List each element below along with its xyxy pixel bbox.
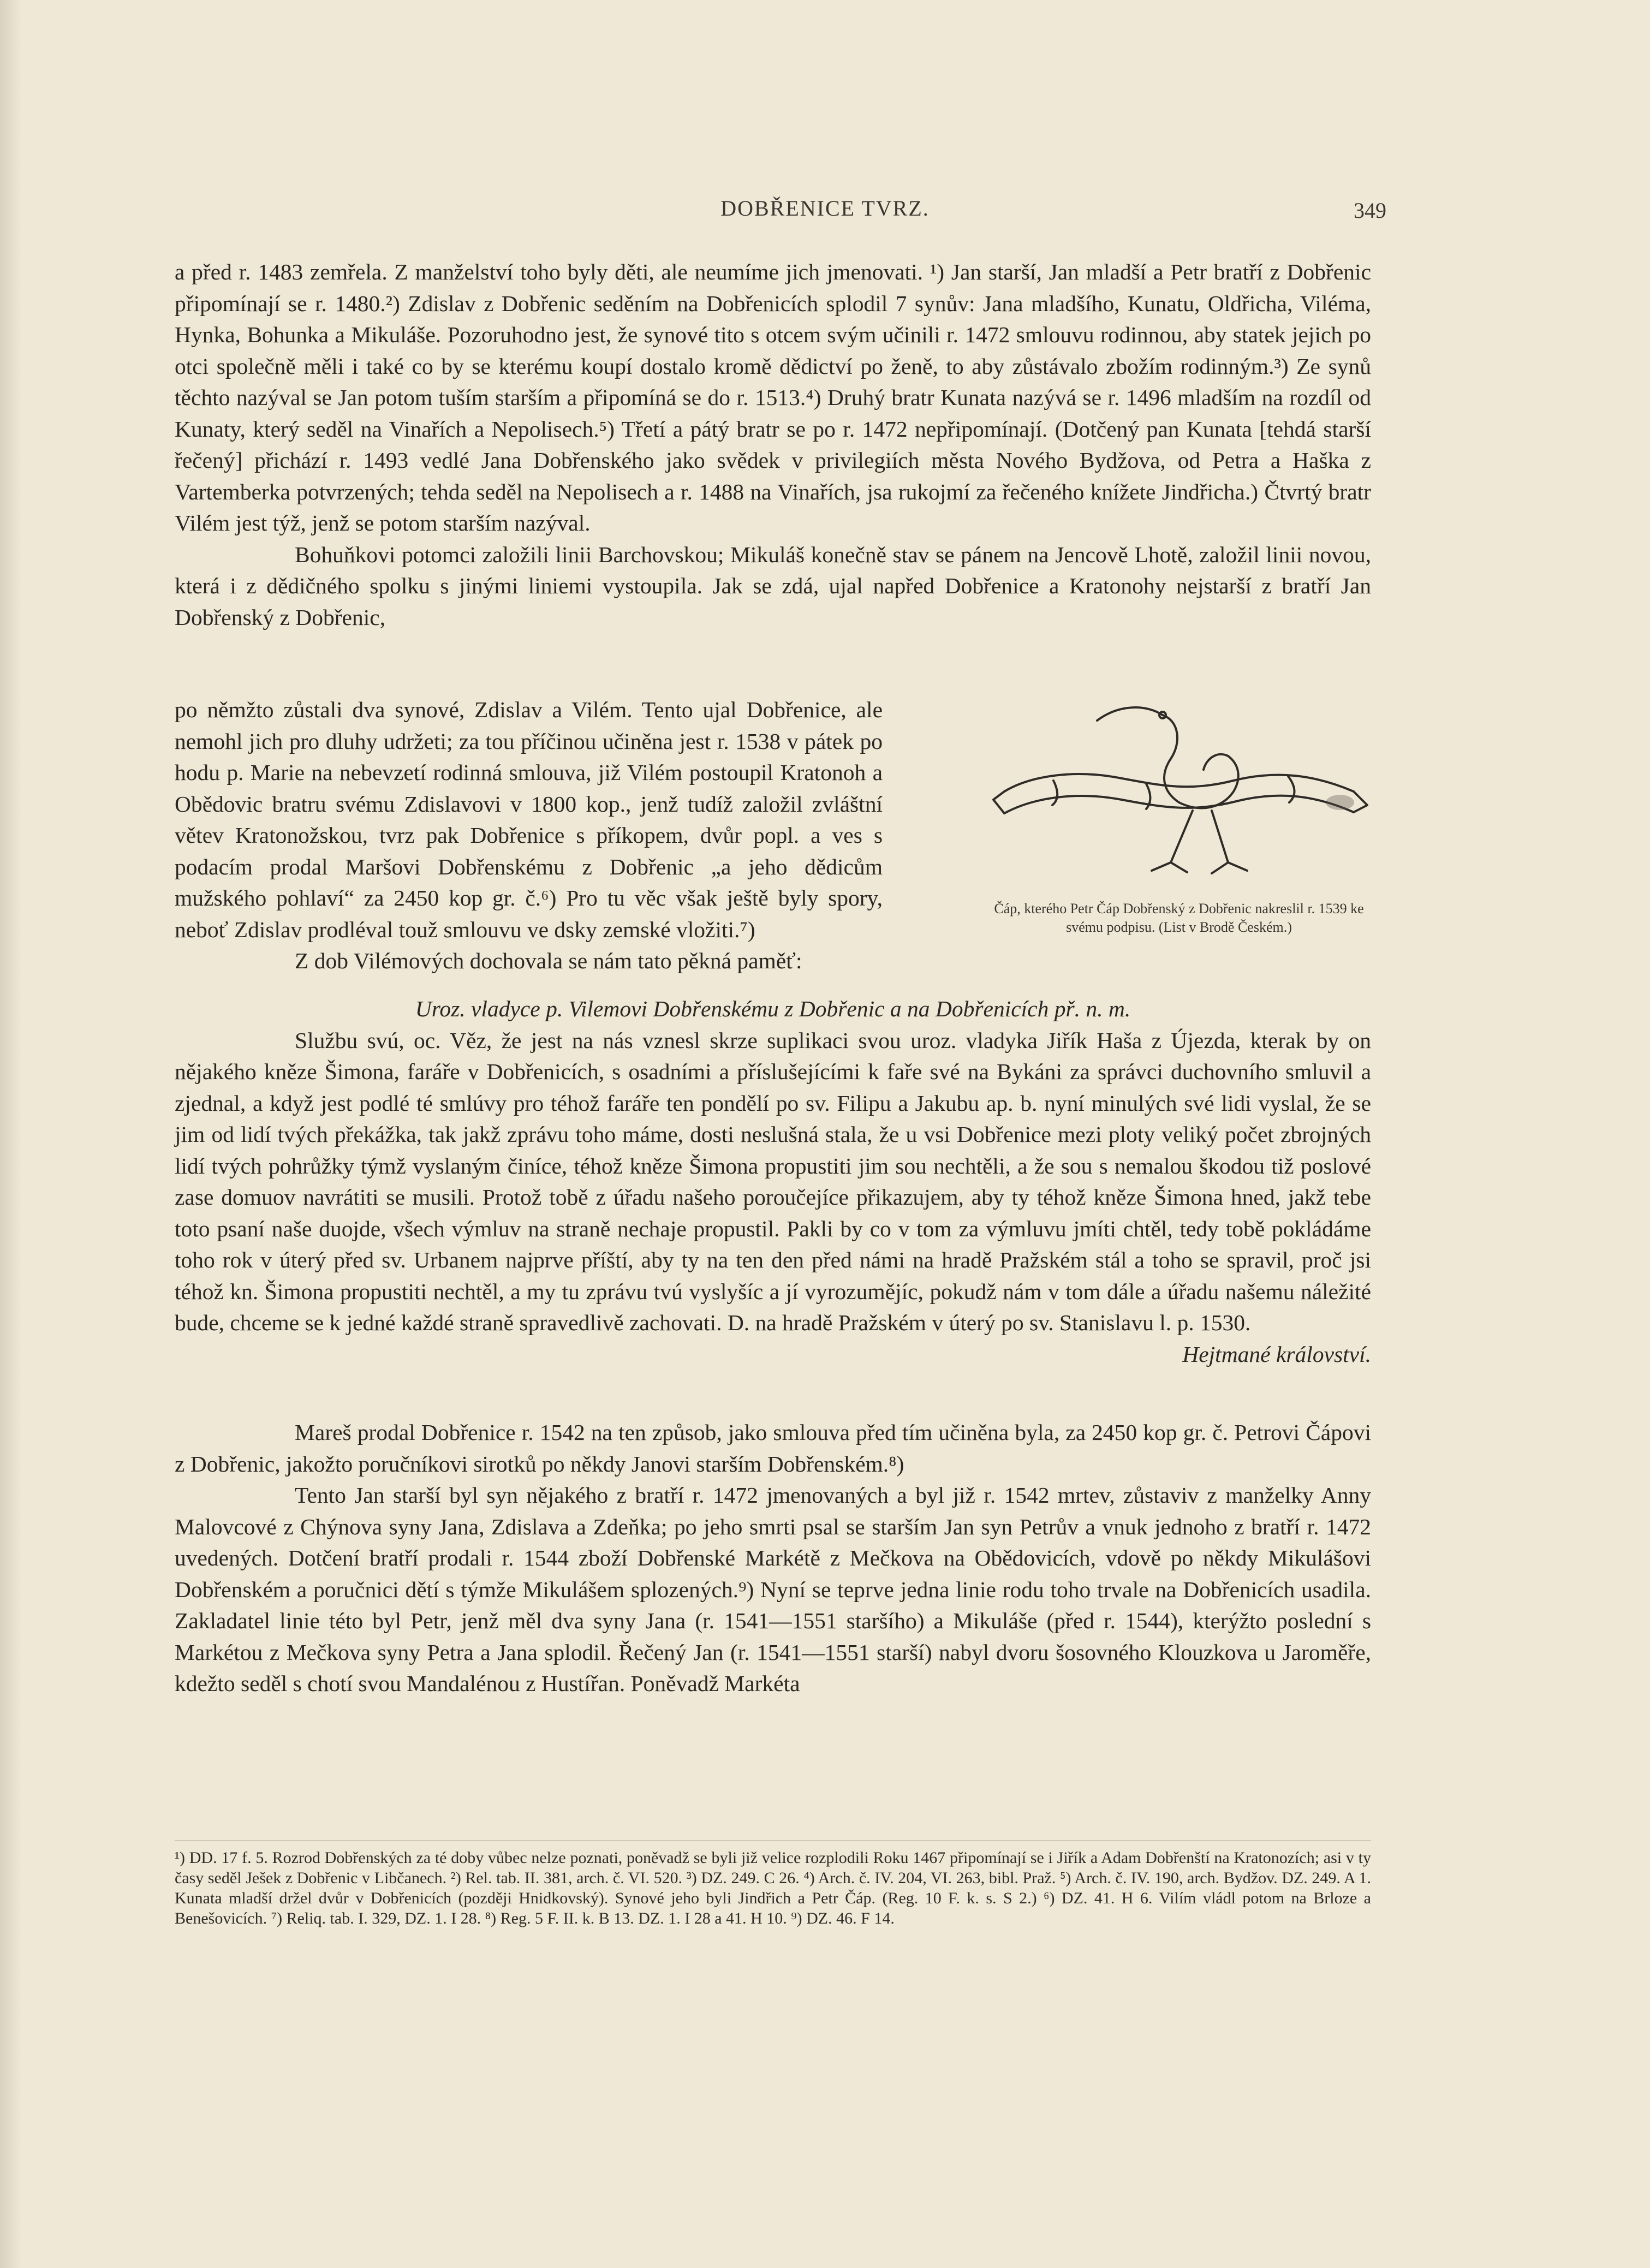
stork-drawing-icon: [982, 682, 1375, 890]
body-text-top: [175, 257, 1371, 633]
figure-caption: Čáp, kterého Petr Čáp Dobřenský z Dobřenic nakreslil r. 1539 ke svému podpisu. (List v Brodě Českém.): [994, 901, 1364, 935]
page-edge-shadow: [0, 0, 22, 2268]
paragraph-2: Bohuňkovi potomci založili linii Barchovskou; Mikuláš konečně stav se pánem na Jencově Lhotě, založil linii novou, která i z dědičného spolku s jinými liniemi vystoupila. Jak se zdá, ujal napřed Dobřenice a Kratonohy nejstarší z bratří Jan Dobřenský z Dobřenic,: [175, 541, 1371, 630]
stork-figure: [982, 682, 1375, 937]
paragraph-4: Mareš prodal Dobřenice r. 1542 na ten způsob, jako smlouva před tím učiněna byla, za 2450 kop gr. č. Petrovi Čápovi z Dobřenic, jakožto poručníkovi sirotků po někdy Janovi starším Dobřenském.⁸): [175, 1420, 1371, 1477]
paragraph-3: Z dob Vilémových dochovala se nám tato pěkná paměť:: [295, 948, 802, 973]
letter-title: Uroz. vladyce p. Vilemovi Dobřenskému z Dobřenic a na Dobřenicích př. n. m.: [415, 996, 1131, 1021]
body-text-beside-figure: [175, 694, 883, 977]
paragraph-2-continued: po němžto zůstali dva synové, Zdislav a Vilém. Tento ujal Dobřenice, ale nemohl jich pro dluhy udržeti; za tou příčinou učiněna jest r. 1538 v pátek po hodu p. Marie na nebevzetí rodinná smlouva, již Vilém postoupil Kratonoh a Obědovic bratru svému Zdislavovi v 1800 kop., jenž tudíž založil zvláštní větev Kratonožskou, tvrz pak Dobřenice s příkopem, dvůr popl. a ves s podacím prodal Maršovi Dobřenskému z Dobřenic „a jeho dědicům mužského pohlaví“ za 2450 kop gr. č.⁶) Pro tu věc však ještě byly spory, neboť Zdislav prodléval touž smlouvu ve dsky zemské vložiti.⁷): [175, 697, 883, 942]
footnotes: [175, 1848, 1371, 1928]
paragraph-1: a před r. 1483 zemřela. Z manželství toho byly děti, ale neumíme jich jmenovati. ¹) Jan starší, Jan mladší a Petr bratří z Dobřenic připomínají se r. 1480.²) Zdislav z Dobřenic seděním na Dobřenicích splodil 7 synův: Jana mladšího, Kunatu, Oldřicha, Viléma, Hynka, Bohunka a Mikuláše. Pozoruhodno jest, že synové tito s otcem svým učinili r. 1472 smlouvu rodinnou, aby statek jejich po otci společně měli i také co by se kterému koupí dostalo kromě dědictví po ženě, to aby zůstávalo zbožím rodinným.³) Ze synů těchto nazýval se Jan potom tuším starším a připomíná se do r. 1513.⁴) Druhý bratr Kunata nazývá se r. 1496 mladším na rozdíl od Kunaty, který seděl na Vinařích a Nepolisech.⁵) Třetí a pátý bratr se po r. 1472 nepřipomínají. (Dotčený pan Kunata [tehdá starší řečený] přichází r. 1493 vedlé Jana Dobřenského jako svědek v privilegiích města Nového Bydžova, od Petra a Haška z Vartemberka potvrzených; tehda seděl na Nepolisech a r. 1488 na Vinařích, jsa rukojmí za řečeného knížete Jindřicha.) Čtvrtý bratr Vilém jest týž, jenž se potom starším nazýval.: [175, 259, 1371, 535]
page-number: 349: [1354, 198, 1386, 223]
paragraph-5: Tento Jan starší byl syn nějakého z bratří r. 1472 jmenovaných a byl již r. 1542 mrtev, zůstaviv z manželky Anny Malovcové z Chýnova syny Jana, Zdislava a Zdeňka; po jeho smrti psal se starším Jan syn Petrův a vnuk jednoho z bratří r. 1472 uvedených. Dotčení bratří prodali r. 1544 zboží Dobřenské Markétě z Mečkova na Obědovicích, vdově po někdy Mikulášovi Dobřenském a poručnici dětí s týmže Mikulášem splozených.⁹) Nyní se teprve jedna linie rodu toho trvale na Dobřenicích usadila. Zakladatel linie této byl Petr, jenž měl dva syny Jana (r. 1541—1551 staršího) a Mikuláše (před r. 1544), kterýžto poslední s Markétou z Mečkova syny Petra a Jana splodil. Řečený Jan (r. 1541—1551 starší) nabyl dvoru šosovného Klouzkova u Jaroměře, kdežto seděl s chotí svou Mandalénou z Hustířan. Poněvadž Markéta: [175, 1483, 1371, 1696]
body-text-bottom: [175, 993, 1371, 1700]
running-title: DOBŘENICE TVRZ.: [720, 196, 930, 221]
section-spacer: [175, 1370, 1371, 1417]
footnotes-text: ¹) DD. 17 f. 5. Rozrod Dobřenských za té doby vůbec nelze poznati, poněvadž se byli již velice rozplodili Roku 1467 připomínají se i Jiřík a Adam Dobřenští na Kratonozích; asi v ty časy seděl Ješek z Dobřenic v Libčanech. ²) Rel. tab. II. 381, arch. č. VI. 520. ³) DZ. 249. C 26. ⁴) Arch. č. IV. 204, VI. 263, bibl. Praž. ⁵) Arch. č. IV. 190, arch. Bydžov. DZ. 249. A 1. Kunata mladší držel dvůr v Dobřenicích (později Hnidkovský). Synové jeho byli Jindřich a Petr Čáp. (Reg. 10 F. k. s. S 2.) ⁶) DZ. 41. H 6. Vilím vládl potom na Brloze a Benešovicích. ⁷) Reliq. tab. I. 329, DZ. 1. I 28. ⁸) Reg. 5 F. II. k. B 13. DZ. 1. I 28 a 41. H 10. ⁹) DZ. 46. F 14.: [175, 1849, 1371, 1927]
letter-body: Službu svú, oc. Věz, že jest na nás vznesl skrze suplikaci svou uroz. vladyka Jiřík Haša z Újezda, kterak by on nějakého kněze Šimona, faráře v Dobřenicích, s osadními a příslušejícími k faře své na Bykáni za správci duchovního smluvil a zjednal, a když jest podlé té smlúvy pro téhož faráře ten pondělí po sv. Filipu a Jakubu ap. b. nyní minulých své lidi vyslal, že se jim od lidí tvých překážka, tak jakž zprávu toho máme, dosti neslušná stala, že u vsi Dobřenice mezi ploty veliký počet zbrojných lidí tvých pohrůžky týmž vyslaným činíce, téhož kněze Šimona propustiti jim sou nechtěli, a že sou s nemalou škodou tiž poslové zase domuov navrátiti se musili. Protož tobě z úřadu našeho poroučejíce přikazujem, aby ty téhož kněze Šimona hned, jakž tebe toto psaní naše duojde, všech výmluv na straně nechaje propustil. Pakli by co v tom za výmluvu jmíti chtěl, tedy tobě pokládáme toho rok v úterý před sv. Urbanem najprve příští, aby ty na ten den před námi na hradě Pražském stál a toho se spravil, proč jsi téhož kn. Šimona propustiti nechtěl, a my tu zprávu tvú vyslyšíc a jí vyrozumějíc, pokudž nám v tom dále a úřadu našemu náležité bude, chceme se k jedné každé straně spravedlivě zachovati. D. na hradě Pražském v úterý po sv. Stanislavu l. p. 1530.: [175, 1027, 1371, 1335]
letter-signature: Hejtmané království.: [1182, 1341, 1371, 1367]
